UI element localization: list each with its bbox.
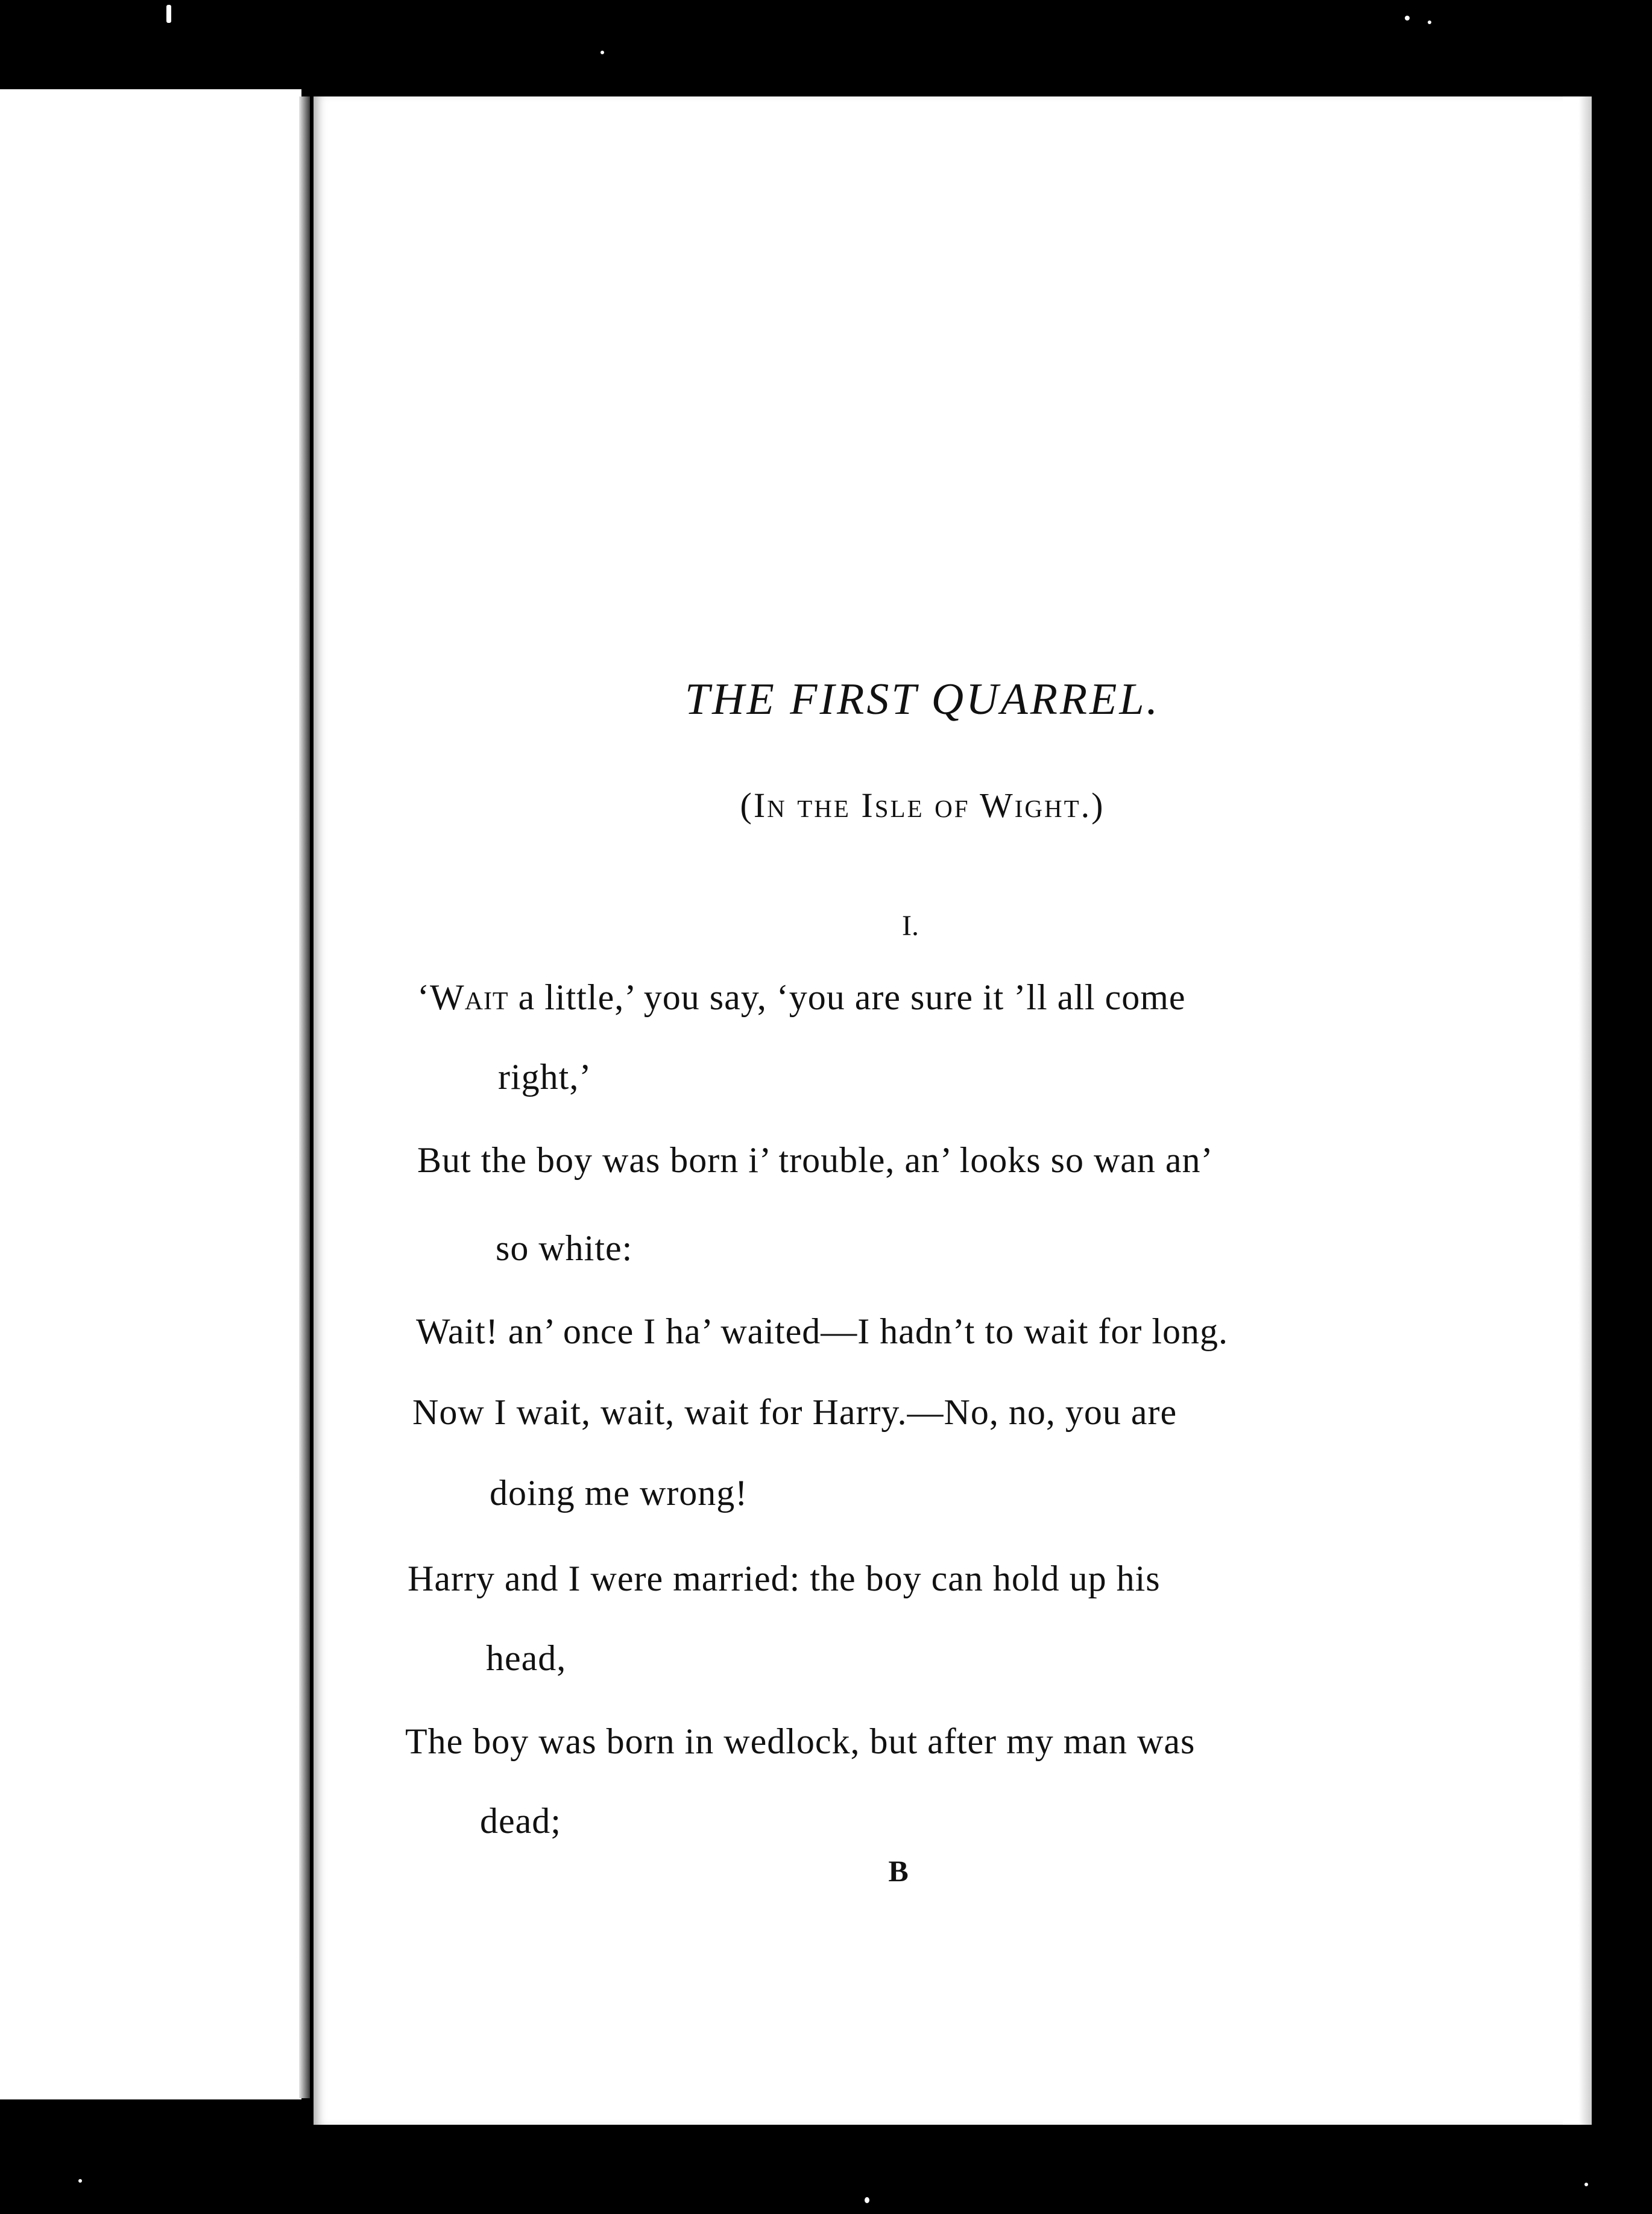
scan-speck <box>166 5 171 23</box>
line-text: so white: <box>496 1228 633 1268</box>
scan-speck <box>1584 2183 1588 2186</box>
line-text: Now I wait, wait, wait for Harry.—No, no, you are <box>412 1392 1178 1432</box>
poem-line-10 <box>405 1721 1195 1762</box>
poem-line-8 <box>408 1558 1161 1600</box>
poem-title: THE FIRST QUARREL. <box>684 675 1160 724</box>
line-text: Harry and I were married: the boy can hold up his <box>408 1559 1161 1598</box>
line-text: a little,’ you say, ‘you are sure it ’ll all come <box>508 977 1186 1017</box>
poem-line-6 <box>412 1392 1177 1433</box>
poem-line-7 <box>490 1472 748 1514</box>
line-text: head, <box>486 1638 567 1678</box>
scan-speck <box>865 2197 869 2203</box>
scan-speck <box>1428 20 1431 24</box>
drop-word: ‘Wait <box>417 977 509 1017</box>
poem-line-11 <box>480 1800 561 1842</box>
scan-speck <box>78 2179 82 2183</box>
line-text: right,’ <box>498 1057 592 1097</box>
line-text: The boy was born in wedlock, but after my man was <box>405 1721 1196 1761</box>
line-text: doing me wrong! <box>490 1473 748 1513</box>
scan-speck <box>601 51 604 54</box>
book-gutter <box>299 96 310 2098</box>
poem-line-1 <box>417 977 1186 1018</box>
poem-line-9 <box>486 1638 566 1679</box>
line-text: But the boy was born i’ trouble, an’ looks so wan an’ <box>417 1140 1214 1180</box>
poem-line-2 <box>498 1056 591 1098</box>
poem-line-3 <box>417 1140 1214 1181</box>
poem-line-5 <box>416 1311 1228 1352</box>
line-text: dead; <box>480 1801 561 1841</box>
poem-line-4 <box>496 1228 632 1269</box>
left-page <box>0 89 301 2099</box>
scan-speck <box>1405 16 1410 20</box>
poem-subtitle: (In the Isle of Wight.) <box>740 786 1105 825</box>
section-number: I. <box>902 910 919 942</box>
line-text: Wait! an’ once I ha’ waited—I hadn’t to wait for long. <box>416 1311 1229 1351</box>
signature-mark: B <box>888 1854 909 1888</box>
page-edge <box>1563 96 1592 2125</box>
